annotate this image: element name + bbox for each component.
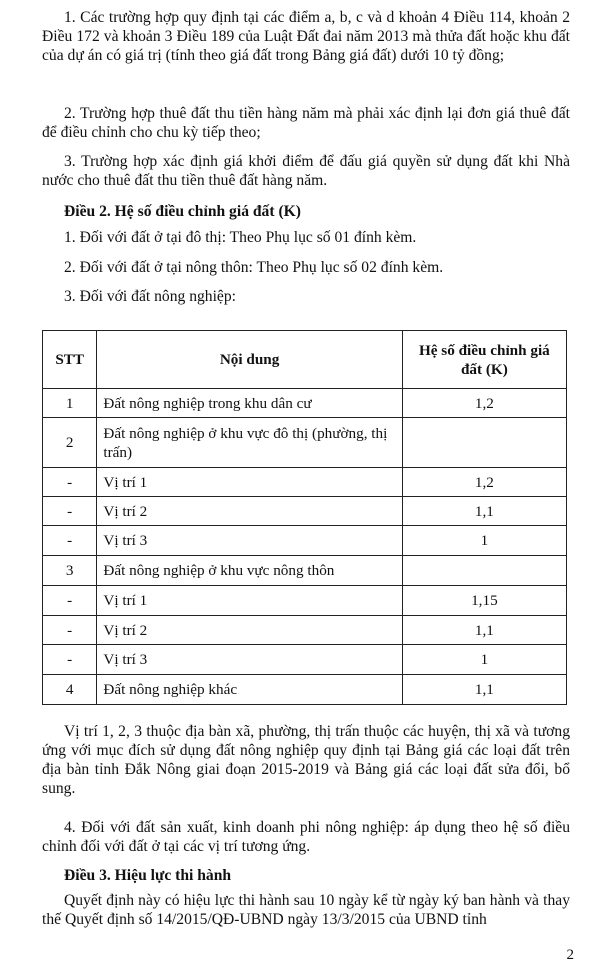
table-row <box>43 418 567 468</box>
table-row <box>43 675 567 705</box>
table-header-row <box>43 331 567 389</box>
table-row <box>43 389 567 418</box>
cell-coefficient: 1,15 <box>402 586 566 616</box>
table-row <box>43 616 567 645</box>
cell-content: Vị trí 1 <box>97 586 402 616</box>
cell-content: Đất nông nghiệp trong khu dân cư <box>97 389 402 418</box>
paragraph-3: 3. Trường hợp xác định giá khởi điểm để đấu giá quyền sử dụng đất khi Nhà nước cho thuê đất thu tiền thuê đất hàng năm. <box>42 153 570 189</box>
table-row <box>43 526 567 556</box>
cell-stt: 1 <box>43 389 97 418</box>
article-2-item-4: 4. Đối với đất sản xuất, kinh doanh phi nông nghiệp: áp dụng theo hệ số điều chỉnh đối với đất ở tại các vị trí tương ứng. <box>42 819 570 855</box>
cell-stt: - <box>43 468 97 497</box>
cell-content: Đất nông nghiệp ở khu vực đô thị (phường, thị trấn) <box>97 418 402 468</box>
table-row <box>43 468 567 497</box>
cell-coefficient: 1,2 <box>402 468 566 497</box>
cell-stt: 4 <box>43 675 97 705</box>
cell-coefficient: 1 <box>402 526 566 556</box>
header-stt: STT <box>43 331 97 389</box>
table-row <box>43 556 567 586</box>
cell-coefficient: 1,1 <box>402 497 566 526</box>
cell-coefficient: 1,1 <box>402 616 566 645</box>
cell-content: Đất nông nghiệp khác <box>97 675 402 705</box>
cell-coefficient: 1,2 <box>402 389 566 418</box>
paragraph-1: 1. Các trường hợp quy định tại các điểm a, b, c và d khoản 4 Điều 114, khoản 2 Điều 172 và khoản 3 Điều 189 của Luật Đất đai năm 2013 mà thửa đất hoặc khu đất của dự án có giá trị (tính theo giá đất trong Bảng giá đất) dưới 10 tỷ đồng; <box>42 9 570 64</box>
cell-stt: - <box>43 526 97 556</box>
cell-content: Vị trí 2 <box>97 616 402 645</box>
cell-content: Vị trí 3 <box>97 526 402 556</box>
cell-content: Đất nông nghiệp ở khu vực nông thôn <box>97 556 402 586</box>
header-content: Nội dung <box>97 331 402 389</box>
cell-content: Vị trí 3 <box>97 645 402 675</box>
cell-coefficient: 1,1 <box>402 675 566 705</box>
article-3-heading: Điều 3. Hiệu lực thi hành <box>64 867 232 884</box>
table-row <box>43 586 567 616</box>
cell-stt: - <box>43 616 97 645</box>
table-row <box>43 645 567 675</box>
cell-stt: 3 <box>43 556 97 586</box>
cell-stt: - <box>43 645 97 675</box>
paragraph-2: 2. Trường hợp thuê đất thu tiền hàng năm mà phải xác định lại đơn giá thuê đất để điều chỉnh cho chu kỳ tiếp theo; <box>42 105 570 141</box>
article-3-text: Quyết định này có hiệu lực thi hành sau 10 ngày kể từ ngày ký ban hành và thay thế Quyết định số 14/2015/QĐ-UBND ngày 13/3/2015 của UBND tỉnh <box>42 892 570 928</box>
table-row <box>43 497 567 526</box>
table-note-paragraph: Vị trí 1, 2, 3 thuộc địa bàn xã, phường, thị trấn thuộc các huyện, thị xã và tương ứng với mục đích sử dụng đất nông nghiệp quy định tại Bảng giá các loại đất trên địa bàn tỉnh Đắk Nông giai đoạn 2015-2019 và Bảng giá các loại đất sửa đổi, bổ sung. <box>42 723 570 797</box>
page-number: 2 <box>566 947 574 963</box>
article-2-item-2: 2. Đối với đất ở tại nông thôn: Theo Phụ lục số 02 đính kèm. <box>64 259 444 276</box>
cell-coefficient: 1 <box>402 645 566 675</box>
cell-stt: - <box>43 497 97 526</box>
cell-coefficient <box>402 556 566 586</box>
cell-content: Vị trí 2 <box>97 497 402 526</box>
cell-coefficient <box>402 418 566 468</box>
article-2-item-3: 3. Đối với đất nông nghiệp: <box>64 288 236 305</box>
article-2-heading: Điều 2. Hệ số điều chỉnh giá đất (K) <box>64 203 301 220</box>
article-2-item-1: 1. Đối với đất ở tại đô thị: Theo Phụ lục số 01 đính kèm. <box>64 229 417 246</box>
cell-stt: 2 <box>43 418 97 468</box>
coefficient-table <box>42 330 567 705</box>
cell-stt: - <box>43 586 97 616</box>
cell-content: Vị trí 1 <box>97 468 402 497</box>
header-coefficient: Hệ số điều chỉnh giá đất (K) <box>402 331 566 389</box>
